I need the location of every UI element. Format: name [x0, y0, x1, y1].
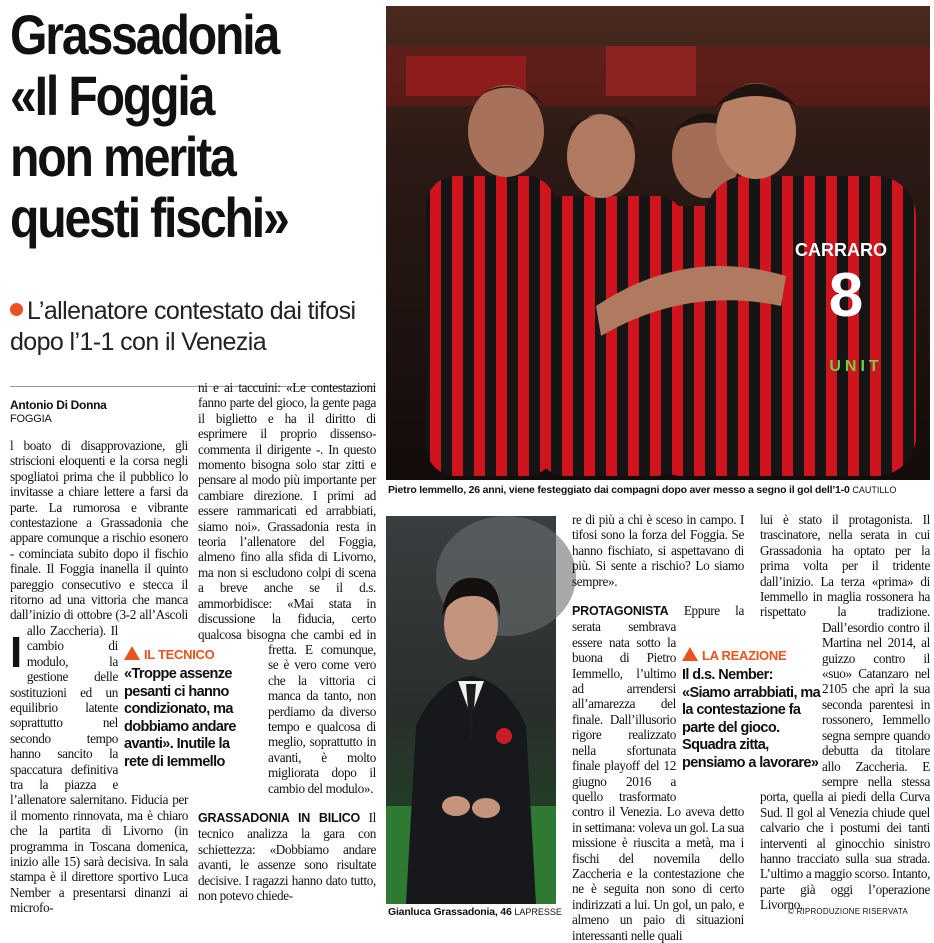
- photo-credit: CAUTILLO: [852, 485, 897, 495]
- photo-celebration: [386, 6, 930, 480]
- article-text: Eppure la serata sembrava essere nata sotto la buona di Pietro Iemmello, l’ultimo ad arrendersi all’amarezza del finale. Dall’illusorio rigore realizzato nella sfortunata finale playoff del 12 giugno 2016 a quello trasformato contro il Venezia. Lo aveva detto in settimana: voleva un gol. La sua missione è riuscita a metà, ma i fischi del novemila dello Zaccheria e la contestazione che ne è seguita non sono di certo indirizzati a lui. Un gol, un palo, e almeno un paio di situazioni interessanti nelle quali: [572, 603, 744, 943]
- article-text: re di più a chi è sceso in campo. I tifosi sono la forza del Foggia. Se hanno fischiato, si aspettavano di più. Si sente a rischio? Lo siamo sempre».: [572, 512, 744, 589]
- subheadline: [10, 296, 380, 358]
- article-text: lui è stato il protagonista. Il trascinatore, nella serata in cui Grassadonia ha optato per la prima volta per il tridente dall’inizio. La terza «prima» di Iemmello in maglia rossonera ha rispettato la tradizione. Dall’esordio contro il Martina nel 2014, al guizzo contro il «suo» Catanzaro nel 2105 che aprì la sua seconda parentesi in rossonero, Iemmello segna sempre quando debutta da titolare allo Zaccheria. E sempre nella stessa porta, quella ai piedi della Curva Sud. Il gol al Venezia chiude quel calvario che i postumi dei tanti interventi al ginocchio sinistro hanno tracciato sulla sua strada. L’ultimo a maggio scorso. Intanto, parte già oggi l’operazione Livorno.: [760, 512, 931, 913]
- section-kicker: GRASSADONIA IN BILICO: [198, 810, 361, 825]
- jersey-name: CARRARO: [795, 240, 887, 260]
- headline-line: non merita: [10, 125, 235, 188]
- headline-line: questi fischi»: [10, 186, 288, 249]
- photo-celebration-image: [386, 6, 930, 480]
- triangle-icon: [124, 646, 140, 660]
- photo-credit: LAPRESSE: [514, 907, 562, 917]
- byline-author: Antonio Di Donna: [10, 398, 107, 412]
- article-text: l boato di disapprovazione, gli striscioni eloquenti e la corsa negli spogliatoi prima che il pubblico lo invitasse a chiare lettere a farsi da parte. La rumorosa e vibrante contestazione a Grassadonia che appare comunque a rischio esonero - cominciata subito dopo il fischio finale. Il Foggia inanella il quinto pareggio consecutivo e stecca il ritorno ad una vittoria che manca dall’inizio di ottobre (3-2 all’Ascoli allo Zaccheria). Il cambio di modulo, la gestione delle sostituzioni ed un equilibrio latente soprattutto nel secondo tempo hanno sancito la spaccatura definitiva tra la piazza e l’allenatore salernitano. Fiducia per il momento rinnovata, ma è chiaro che la partita di Livorno (in programma in Toscana domenica, inizio alle 15) sarà decisiva. In sala stampa è il direttore sportivo Luca Nember a presentarsi dinanzi ai microfo-: [10, 438, 188, 916]
- pullquote-label: IL TECNICO: [124, 646, 248, 662]
- subheadline-text: L’allenatore contestato dai tifosi dopo l’1-1 con il Venezia: [10, 297, 356, 356]
- section-kicker: PROTAGONISTA: [572, 604, 669, 619]
- headline: [10, 4, 380, 248]
- dropcap: I: [10, 628, 22, 677]
- jersey-number: 8: [828, 261, 864, 330]
- photo-caption-bottom: [388, 906, 562, 918]
- photo-caption-top: [388, 484, 896, 496]
- byline-place: FOGGIA: [10, 413, 52, 425]
- triangle-icon: [682, 647, 698, 661]
- sponsor-logo: UNIT: [829, 358, 883, 375]
- copyright-notice: © RIPRODUZIONE RISERVATA: [788, 907, 908, 916]
- article-text: ni e ai taccuini: «Le contestazioni fanno parte del gioco, la gente paga il biglietto e ha il diritto di esprimere il proprio dissenso- commenta il dirigente -. In questo momento bisogna solo star zitti e pensare al modo più importante per cambiare direzione. I primi ad essere rammaricati ed arrabbiati, siamo noi». Grassadonia resta in teoria l’allenatore del Foggia, almeno fino alla sfida di Livorno, ma non si escludono colpi di scena a breve anche se il d.s. ammorbidisce: «Mai stata in discussione la fiducia, certo qualcosa bisogna che cambi ed in fretta. E comunque, se è vero come vero che la vittoria ci manca da tanto, non perdiamo da diverso tempo e qualcosa di meglio, soprattutto in avanti, è molto migliorata dopo il cambio del modulo».: [198, 380, 376, 796]
- headline-line: Grassadonia: [10, 3, 279, 66]
- pullquote-text: Il d.s. Nember: «Siamo arrabbiati, ma la contestazione fa parte del gioco. Squadra zitta, pensiamo a lavorare»: [682, 667, 821, 771]
- caption-text: Pietro Iemmello, 26 anni, viene festeggiato dai compagni dopo aver messo a segno il gol dell’1-0: [388, 484, 850, 496]
- article-column-2: [198, 380, 376, 924]
- headline-line: «Il Foggia: [10, 64, 214, 127]
- bullet-dot-icon: [10, 303, 23, 316]
- photo-coach: [386, 516, 556, 904]
- caption-text: Gianluca Grassadonia, 46: [388, 906, 512, 918]
- article-text: Il tecnico analizza la gara con schiettezza: «Dobbiamo andare avanti, le assenze sono risultate decisive. I ragazzi hanno dato tutto, non potevo chiede-: [198, 809, 376, 903]
- pullquote-text: «Troppe assenze pesanti ci hanno condizionato, ma dobbiamo andare avanti». Inutile la rete di Iemmello: [124, 666, 236, 770]
- pullquote-label: LA REAZIONE: [682, 647, 822, 663]
- photo-coach-image: [386, 516, 556, 904]
